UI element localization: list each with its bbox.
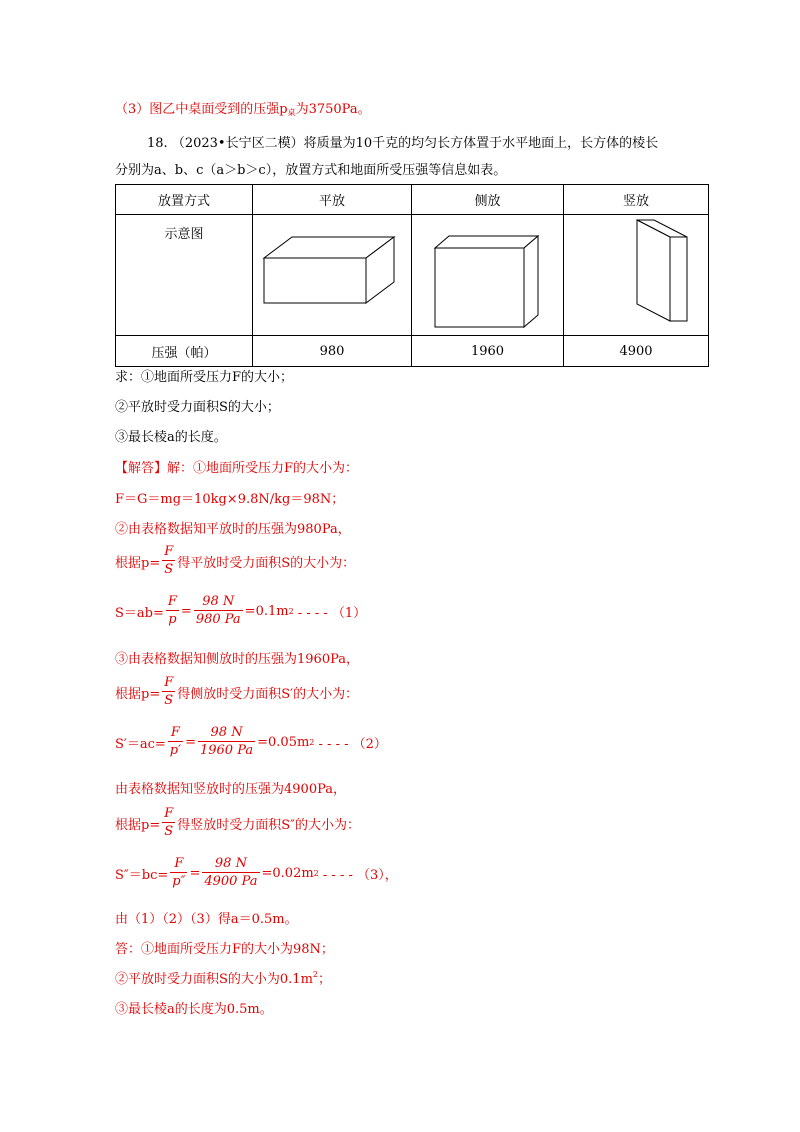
question-line-1 (147, 132, 658, 151)
eq3-exponent: 2 (313, 868, 319, 878)
answer-tag: 【解答】 (115, 461, 168, 476)
flat-box-diagram (253, 215, 412, 331)
eq3-lhs: S″＝bc= (115, 867, 169, 883)
diagram-label: 示意图 (164, 227, 204, 242)
ask-2: ②平放时受力面积S的大小； (115, 400, 280, 415)
eq1-result: =0.1m (244, 603, 289, 619)
answer-14-exponent: 2 (312, 970, 319, 979)
upright-diagram-cell (564, 215, 709, 336)
formula-prefix: 根据p= (115, 686, 161, 702)
question-number: 18. (147, 136, 168, 151)
eq2-lhs: S′＝ac= (115, 736, 166, 752)
info-table (115, 184, 709, 367)
eq1-fraction-2 (194, 593, 243, 629)
header-flat: 平放 (253, 185, 412, 215)
pressure-upright: 4900 (564, 336, 709, 367)
eq2-f1-num: F (170, 725, 180, 740)
eq3-tail: - - - - （3）， (318, 867, 398, 883)
ask-3: ③最长棱a的长度。 (115, 430, 227, 445)
fraction-f-over-s (162, 674, 175, 710)
previous-answer-line (115, 98, 371, 118)
previous-answer-suffix: 为3750Pa。 (295, 102, 371, 117)
eq2-fraction-2 (198, 724, 255, 760)
equals-sign: = (189, 865, 201, 881)
equation-1 (115, 593, 366, 629)
answer-line-1 (115, 457, 358, 476)
answer-line-3: ②由表格数据知平放时的压强为980Pa， (115, 522, 351, 537)
flat-diagram-cell (253, 215, 412, 336)
answer-line-15: ③最长棱a的长度为0.5m。 (115, 1002, 273, 1017)
question-source: （2023•长宁区二模） (171, 136, 304, 151)
fraction-numerator: F (164, 675, 174, 690)
eq3-f2-den: 4900 Pa (204, 874, 258, 889)
question-line-2: 分别为a、b、c（a＞b＞c），放置方式和地面所受压强等信息如表。 (115, 163, 507, 178)
pressure-label: 压强（帕） (116, 336, 253, 367)
fraction-denominator: S (164, 562, 174, 577)
eq1-f2-den: 980 Pa (195, 612, 241, 627)
upright-box-diagram (564, 215, 709, 331)
answer-line-2: F＝G＝mg＝10kg×9.8N/kg＝98N； (115, 492, 345, 507)
eq1-exponent: 2 (288, 606, 294, 616)
formula-line-3 (115, 805, 360, 841)
eq1-f2-num: 98 N (202, 594, 235, 609)
diagram-label-cell (116, 215, 253, 336)
formula-prefix: 根据p= (115, 817, 161, 833)
answer-14-text: ②平放时受力面积S的大小为0.1m (115, 972, 313, 987)
eq2-exponent: 2 (309, 737, 315, 747)
eq3-f1-num: F (174, 856, 184, 871)
answer-text-1: 解：①地面所受压力F的大小为： (167, 461, 359, 476)
formula-line-2 (115, 674, 358, 710)
subscript-desk: 桌 (287, 108, 296, 117)
eq2-fraction-1 (168, 724, 183, 760)
pressure-side: 1960 (412, 336, 564, 367)
eq2-f2-den: 1960 Pa (199, 743, 254, 758)
equals-sign: = (185, 734, 196, 750)
eq1-f1-num: F (167, 594, 177, 609)
formula-suffix: 得竖放时受力面积S″的大小为： (177, 817, 361, 833)
eq3-result: =0.02m (261, 865, 314, 881)
ask-1: 求：①地面所受压力F的大小； (115, 370, 294, 385)
answer-line-12: 由（1）（2）（3）得a＝0.5m。 (115, 912, 298, 927)
answer-line-6: ③由表格数据知侧放时的压强为1960Pa， (115, 652, 359, 667)
eq3-fraction-2 (202, 855, 259, 891)
formula-suffix: 得侧放时受力面积S′的大小为： (177, 686, 359, 702)
fraction-denominator: S (164, 693, 174, 708)
answer-line-14 (115, 968, 331, 987)
formula-prefix: 根据p= (115, 555, 161, 571)
header-side: 侧放 (412, 185, 564, 215)
eq3-f2-num: 98 N (214, 856, 247, 871)
fraction-f-over-s (162, 543, 175, 579)
eq1-f1-den: p (168, 612, 177, 627)
table-diagram-row (116, 215, 709, 336)
eq2-f2-num: 98 N (210, 725, 243, 740)
formula-line-1 (115, 543, 355, 579)
previous-answer-text: （3）图乙中桌面受到的压强p (115, 102, 288, 117)
eq1-tail: - - - - （1） (293, 605, 367, 621)
fraction-denominator: S (164, 824, 174, 839)
answer-line-13: 答：①地面所受压力F的大小为98N； (115, 942, 334, 957)
fraction-numerator: F (164, 806, 174, 821)
question-text-1: 将质量为10千克的均匀长方体置于水平地面上，长方体的棱长 (303, 136, 659, 151)
answer-line-9: 由表格数据知竖放时的压强为4900Pa， (115, 782, 346, 797)
fraction-f-over-s (162, 805, 175, 841)
equals-sign: = (180, 603, 192, 619)
pressure-flat: 980 (253, 336, 412, 367)
equation-2 (115, 724, 387, 760)
eq2-tail: - - - - （2） (314, 736, 387, 752)
eq2-result: =0.05m (257, 734, 310, 750)
eq2-f1-den: p′ (169, 743, 182, 758)
eq1-lhs: S＝ab= (115, 605, 164, 621)
fraction-numerator: F (164, 544, 174, 559)
eq1-fraction-1 (166, 593, 179, 629)
answer-14-suffix: ； (318, 972, 332, 987)
side-diagram-cell (412, 215, 564, 336)
table-header-row (116, 185, 709, 215)
equation-3 (115, 855, 398, 891)
eq3-f1-den: p″ (172, 874, 186, 889)
header-placement: 放置方式 (116, 185, 253, 215)
header-upright: 竖放 (564, 185, 709, 215)
table-pressure-row (116, 336, 709, 367)
eq3-fraction-1 (170, 855, 187, 891)
formula-suffix: 得平放时受力面积S的大小为： (177, 555, 356, 571)
side-box-diagram (412, 215, 564, 331)
